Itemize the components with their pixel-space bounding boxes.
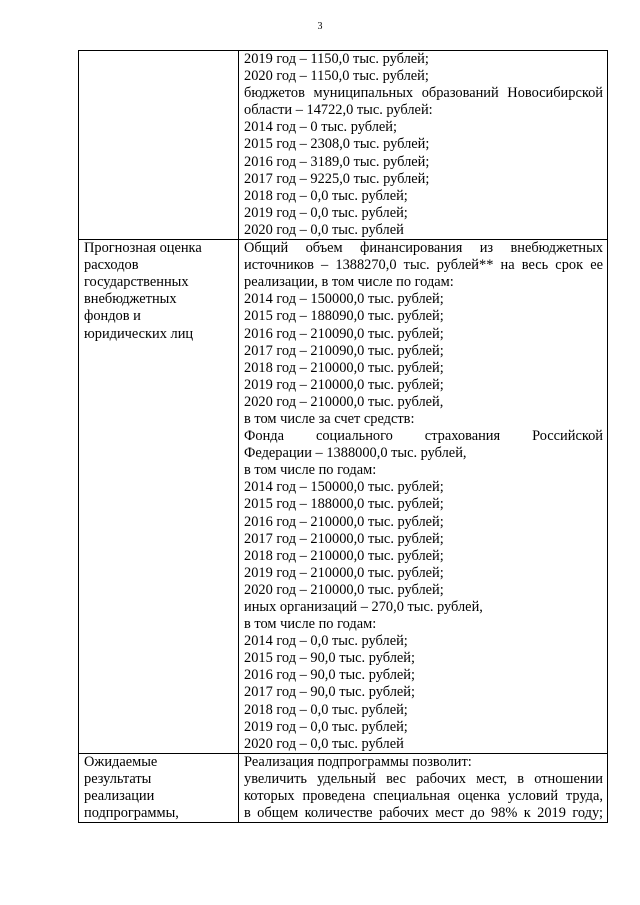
content-line: 2016 год – 210090,0 тыс. рублей; — [244, 325, 444, 342]
row-label-line: внебюджетных — [84, 291, 177, 308]
content-line: Общий объем финансирования из внебюджетных — [244, 240, 603, 257]
content-line: 2017 год – 9225,0 тыс. рублей; — [244, 170, 430, 187]
page-number: 3 — [317, 21, 323, 32]
row-label-line: Ожидаемые — [84, 753, 158, 770]
row-label-line: Прогнозная оценка — [84, 240, 202, 257]
content-line: 2017 год – 210000,0 тыс. рублей; — [244, 530, 444, 547]
content-line: 2019 год – 210000,0 тыс. рублей; — [244, 376, 444, 393]
table-row — [79, 753, 608, 822]
content-line: Фонда социального страхования Российской — [244, 428, 603, 445]
content-line: 2019 год – 0,0 тыс. рублей; — [244, 718, 408, 735]
content-line: 2015 год – 90,0 тыс. рублей; — [244, 650, 415, 667]
content-line: реализации, в том числе по годам: — [244, 274, 454, 291]
content-line: Реализация подпрограммы позволит: — [244, 753, 472, 770]
content-line: 2015 год – 2308,0 тыс. рублей; — [244, 136, 430, 153]
row-label-line: результаты — [84, 770, 152, 787]
content-line: 2014 год – 150000,0 тыс. рублей; — [244, 479, 444, 496]
row-label-line: расходов — [84, 257, 139, 274]
content-line: бюджетов муниципальных образований Новосибирской — [244, 85, 603, 102]
content-line: 2014 год – 0 тыс. рублей; — [244, 119, 397, 136]
content-line: в том числе по годам: — [244, 616, 377, 633]
content-line: в том числе по годам: — [244, 462, 377, 479]
row-content-cell — [239, 51, 608, 240]
content-line: 2015 год – 188090,0 тыс. рублей; — [244, 308, 444, 325]
content-line: 2019 год – 0,0 тыс. рублей; — [244, 204, 408, 221]
row-label-line: государственных — [84, 274, 189, 291]
content-line: 2016 год – 3189,0 тыс. рублей; — [244, 153, 430, 170]
content-line: 2017 год – 210090,0 тыс. рублей; — [244, 342, 444, 359]
table-row — [79, 240, 608, 754]
content-line: 2020 год – 210000,0 тыс. рублей; — [244, 581, 444, 598]
content-line: 2014 год – 0,0 тыс. рублей; — [244, 633, 408, 650]
content-line: 2018 год – 210000,0 тыс. рублей; — [244, 547, 444, 564]
content-line: 2020 год – 1150,0 тыс. рублей; — [244, 68, 429, 85]
content-line: 2018 год – 0,0 тыс. рублей; — [244, 701, 408, 718]
content-line: 2018 год – 210000,0 тыс. рублей; — [244, 359, 444, 376]
content-line: 2017 год – 90,0 тыс. рублей; — [244, 684, 415, 701]
content-line: Федерации – 1388000,0 тыс. рублей, — [244, 445, 467, 462]
row-label-line: реализации — [84, 788, 155, 805]
passport-table — [78, 50, 608, 823]
content-line: 2015 год – 188000,0 тыс. рублей; — [244, 496, 444, 513]
content-line: увеличить удельный вес рабочих мест, в отношении — [244, 770, 603, 787]
content-line: в общем количестве рабочих мест до 98% к 2019 году; — [244, 805, 603, 822]
content-line: источников – 1388270,0 тыс. рублей** на весь срок ее — [244, 257, 603, 274]
content-line: 2016 год – 210000,0 тыс. рублей; — [244, 513, 444, 530]
content-line: 2020 год – 0,0 тыс. рублей — [244, 221, 404, 238]
table-row — [79, 51, 608, 240]
content-line: 2014 год – 150000,0 тыс. рублей; — [244, 291, 444, 308]
content-line: которых проведена специальная оценка условий труда, — [244, 788, 603, 805]
row-label-line: подпрограммы, — [84, 805, 179, 822]
content-line: 2016 год – 90,0 тыс. рублей; — [244, 667, 415, 684]
content-line: 2020 год – 210000,0 тыс. рублей, — [244, 393, 444, 410]
content-line: 2018 год – 0,0 тыс. рублей; — [244, 187, 408, 204]
content-line: 2020 год – 0,0 тыс. рублей — [244, 735, 404, 752]
content-line: иных организаций – 270,0 тыс. рублей, — [244, 599, 483, 615]
row-label-line: фондов и — [84, 308, 141, 325]
row-content-cell — [239, 753, 608, 822]
content-line: в том числе за счет средств: — [244, 410, 415, 427]
row-label-line: юридических лиц — [84, 325, 194, 342]
content-line: 2019 год – 210000,0 тыс. рублей; — [244, 564, 444, 581]
row-content-cell — [239, 240, 608, 754]
row-label-cell — [79, 753, 239, 822]
row-label-cell — [79, 240, 239, 754]
row-label-cell — [79, 51, 239, 240]
content-line: области – 14722,0 тыс. рублей: — [244, 102, 433, 119]
content-line: 2019 год – 1150,0 тыс. рублей; — [244, 51, 429, 67]
